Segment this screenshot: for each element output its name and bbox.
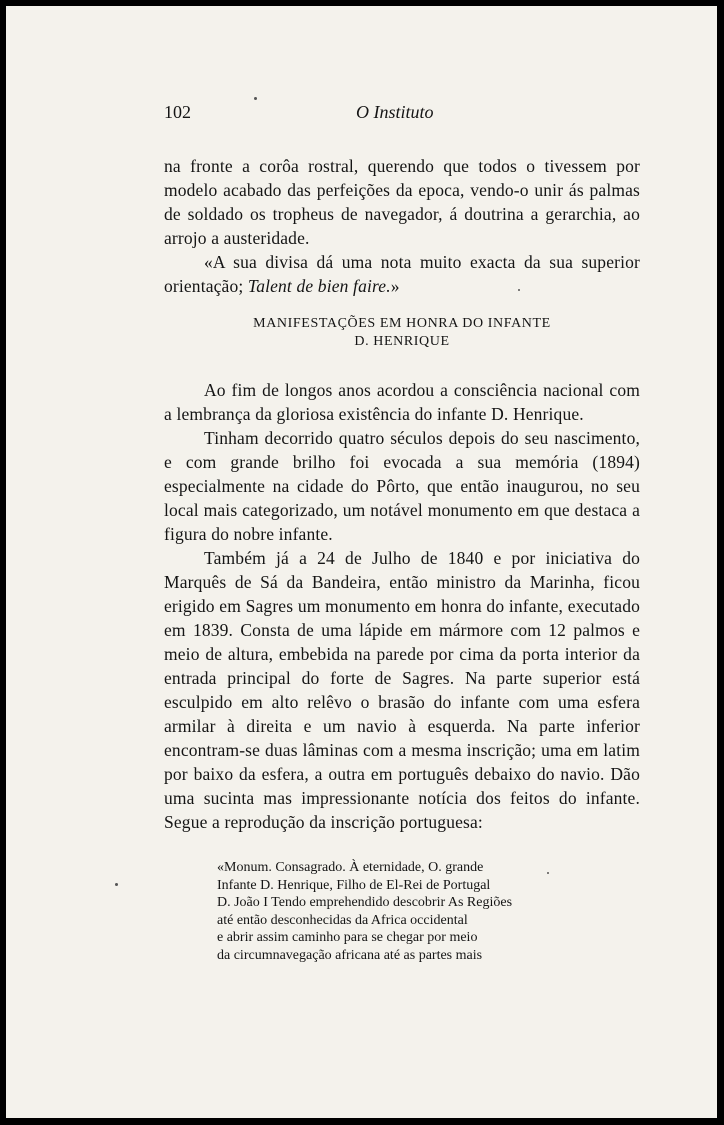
main-body-text <box>164 378 640 834</box>
quoted-text: «A sua divisa dá uma nota muito exacta da sua superior orientação; <box>164 252 640 296</box>
inscription-line: «Monum. Consagrado. À eternidade, O. grande <box>217 860 484 875</box>
opening-text <box>164 154 640 298</box>
paper-speck <box>115 883 118 886</box>
paper-speck <box>254 97 257 100</box>
paragraph: Tinham decorrido quatro séculos depois do seu nascimento, e com grande brilho foi evocada a sua memória (1894) especialmente na cidade do Pôrto, que então inaugurou, no seu local mais categorizado, um notável monumento em que destaca a figura do nobre infante. <box>164 428 640 544</box>
running-title: O Instituto <box>356 102 434 122</box>
section-heading <box>164 315 640 351</box>
heading-line-2: D. HENRIQUE <box>354 334 450 349</box>
document-page <box>6 6 717 1118</box>
inscription-line: e abrir assim caminho para se chegar por meio <box>217 930 478 945</box>
paragraph: Também já a 24 de Julho de 1840 e por iniciativa do Marquês de Sá da Bandeira, então ministro da Marinha, ficou erigido em Sagres um monumento em honra do infante, executado em 1839. Consta de uma lápide em mármore com 12 palmos e meio de altura, embebida na parede por cima da porta interior da entrada principal do forte de Sagres. Na parte superior está esculpido em alto relêvo o brasão do infante com uma esfera armilar à direita e um navio à esquerda. Na parte inferior encontram-se duas lâminas com a mesma inscrição; uma em latim por baixo da esfera, a outra em português debaixo do navio. Dão uma sucinta mas impressionante notícia dos feitos do infante. Segue a reprodução da inscrição portuguesa: <box>164 548 640 832</box>
paragraph: na fronte a corôa rostral, querendo que todos o tivessem por modelo acabado das perfeições da epoca, vendo-o unir ás palmas de soldado os tropheus de navegador, á doutrina a gerarchia, ao arrojo a austeridade. <box>164 156 640 248</box>
inscription-line: Infante D. Henrique, Filho de El-Rei de Portugal <box>217 877 491 893</box>
inscription-block <box>217 859 607 964</box>
inscription-line: da circumnavegação africana até as partes mais <box>217 947 483 963</box>
motto-text: Talent de bien faire. <box>247 276 391 296</box>
inscription-line: até então desconhecidas da Africa occidental <box>217 912 468 928</box>
quoted-paragraph <box>164 250 640 298</box>
heading-line-1: MANIFESTAÇÕES EM HONRA DO INFANTE <box>253 316 551 331</box>
closing-quote: » <box>390 276 400 296</box>
paragraph: Ao fim de longos anos acordou a consciência nacional com a lembrança da gloriosa existência do infante D. Henrique. <box>164 380 640 424</box>
page-number: 102 <box>164 102 191 122</box>
inscription-line: D. João I Tendo emprehendido descobrir As Regiões <box>217 895 513 910</box>
